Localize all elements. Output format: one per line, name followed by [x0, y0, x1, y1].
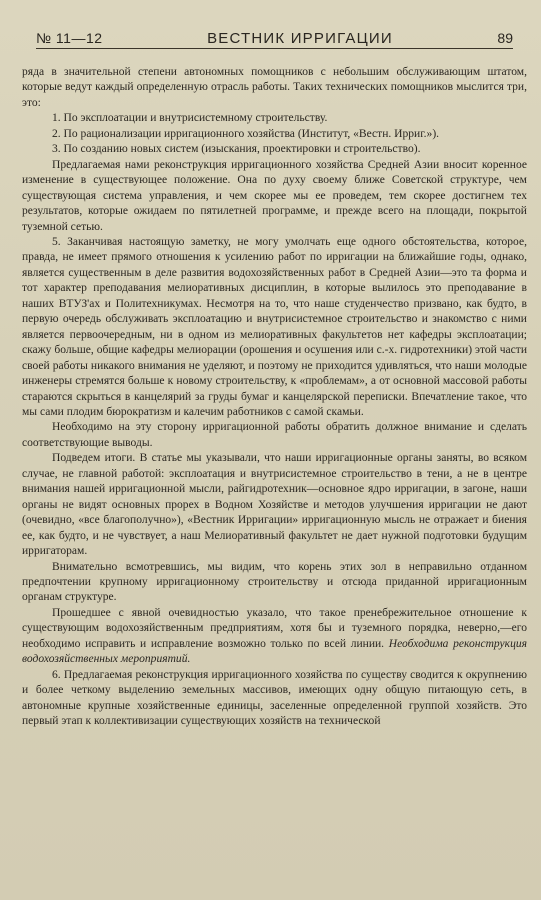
article-body — [22, 65, 527, 729]
paragraph-reconstruction: Предлагаемая нами реконструкция ирригационного хозяйства Средней Азии вносит коренное изменение в существующее положение. Она по духу своему ближе Советской структуре, чем существующая система управления, и чем скорее мы ее проведем, тем скорее достигнем тех результатов, которые ожидаем по пятилетней программе, и прежде всего на площади, покрытой туземной сетью. — [22, 158, 527, 233]
paragraph-section-5: 5. Заканчивая настоящую заметку, не могу умолчать еще одного обстоятельства, которое, правда, не имеет прямого отношения к усилению работ по ирригации на ближайшие годы, однако, является существенным в деле развития водохозяйственных работ в Средней Азии—это та форма и тот характер преподавания мелиоративных дисциплин, в которые вылилось это преподавание в наших ВТУЗ'ах и Политехникумах. Несмотря на то, что наше студенчество призвано, как будто, в первую очередь обслуживать эксплоатацию и внутрисистемное строительство и знакомство с ними является первоочередным, ни в одном из мелиоративных факультетов нет кафедры эксплоатации; скажу больше, общие кафедры мелиорации (орошения и осушения или с.-х. гидротехники) этой части своей работы никакого внимания не уделяют, и поэтому не приходится удивляться, что наши молодые инженеры стремятся больше к новому строительству, к «проблемам», а от основной массовой работы стараются скрыться в канцелярий за груды бумаг и канцелярской переписки. Впечатление такое, что мы сами плодим бюрократизм и калечим работников с самой скамьи. — [22, 235, 527, 418]
paragraph-conclusion-note: Необходимо на эту сторону ирригационной работы обратить должное внимание и сделать соответствующие выводы. — [22, 421, 527, 449]
paragraph-continuation: ряда в значительной степени автономных помощников с небольшим обслуживающим штатом, которые ведут каждый определенную отрасль работы. Таких технических помощников мыслится три, это: — [22, 66, 527, 109]
list-item-3: 3. По созданию новых систем (изыскания, проектировки и строительство). — [52, 143, 421, 156]
list-item-1: 1. По эксплоатации и внутрисистемному строительству. — [52, 112, 328, 125]
correction-text: Прошедшее с явной очевидностью указало, что такое пренебрежительное отношение к существующим водохозяйственным предприятиям, хотя бы и туземного порядка, неверно,—его необходимо исправить и исправление возможно только по всей линии. — [22, 606, 527, 650]
paragraph-section-6: 6. Предлагаемая реконструкция ирригационного хозяйства по существу сводится к окрупнению и более четкому выделению земельных массивов, имеющих одну общую питающую сеть, в автономные крупные хозяйственные единицы, заселенные определенной группой хозяйств. Это первый этап к коллективизации существующих хозяйств на технической — [22, 668, 527, 728]
list-item-2: 2. По рационализации ирригационного хозяйства (Институт, «Вестн. Ирриг.»). — [52, 127, 440, 140]
issue-number: № 11—12 — [36, 30, 103, 46]
running-header — [36, 30, 519, 50]
header-rule — [36, 48, 513, 49]
paragraph-root-cause: Внимательно всмотревшись, мы видим, что корень этих зол в неправильно отданном предпочтении крупному ирригационному строительству и отсюда приданной ирригационным органам структуре. — [22, 560, 527, 604]
paragraph-summary: Подведем итоги. В статье мы указывали, что наши ирригационные органы заняты, во всяком случае, не главной работой: эксплоатация и внутрисистемное строительство в тени, а не в центре внимания нашей ирригационной мысли, райгидротехник—основное ядро ирригации, в загоне, наши органы не видят основных прорех в Водном Хозяйстве и методов улучшения ирригации не дают (очевидно, «все благополучно»), «Вестник Ирригации» ирригационную мысль не отражает и биения ее, как будто, и не чувствует, а наш Мелиоративный факультет не дает нужной подготовки будущим ирригаторам. — [22, 452, 527, 558]
emphasis-italic: Необходима реконструкция водохозяйственных мероприятий. — [22, 637, 527, 666]
journal-title: ВЕСТНИК ИРРИГАЦИИ — [207, 30, 393, 47]
page-number: 89 — [497, 30, 513, 46]
paragraph-correction — [22, 606, 527, 668]
